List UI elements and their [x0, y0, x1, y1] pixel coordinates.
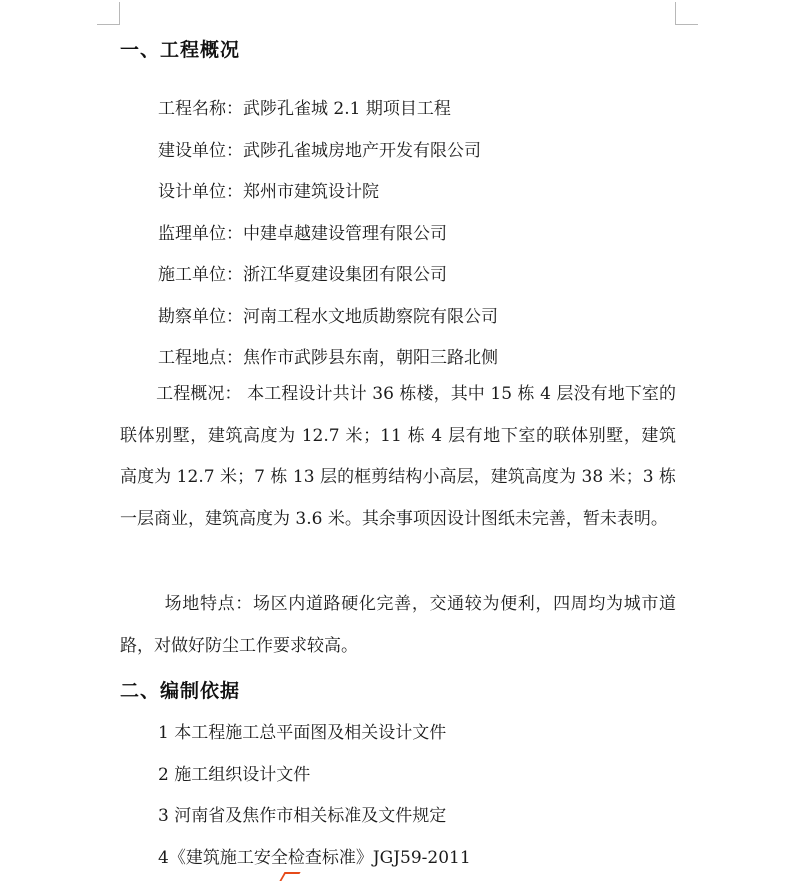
field-construction-unit: [158, 136, 481, 161]
overview-text: 本工程设计共计 36 栋楼，其中 15 栋 4 层没有地下室的联体别墅，建筑高度为 12.7 米；11 栋 4 层有地下室的联体别墅，建筑高度为 12.7 米；7 栋 13 层的框剪结构小高层，建筑高度为 38 米；3 栋一层商业，建筑高度为 3.6 米。其余事项因设计图纸未完善，暂未表明。: [120, 384, 677, 529]
field-label: 工程名称：: [158, 99, 243, 119]
basis-item: 2 施工组织设计文件: [158, 765, 311, 785]
site-paragraph: [120, 584, 676, 667]
field-supervision-unit: [158, 219, 447, 244]
site-text: 场区内道路硬化完善，交通较为便利，四周均为城市道路，对做好防尘工作要求较高。: [120, 594, 677, 656]
field-value: 中建卓越建设管理有限公司: [243, 224, 447, 244]
field-value: 焦作市武陟县东南，朝阳三路北侧: [243, 348, 498, 368]
field-survey-unit: [158, 302, 498, 327]
field-project-name: [158, 94, 451, 119]
crop-mark-top-left: [97, 2, 120, 25]
cut-off-mark: [279, 872, 300, 881]
basis-item: 3 河南省及焦作市相关标准及文件规定: [158, 806, 447, 826]
overview-label: 工程概况：: [156, 384, 242, 404]
section-heading-basis: 二、编制依据: [120, 680, 241, 702]
basis-item: 4《建筑施工安全检查标准》JGJ59-2011: [158, 848, 471, 868]
site-label: 场地特点：: [164, 594, 253, 614]
field-design-unit: [158, 177, 379, 202]
field-value: 武陟孔雀城房地产开发有限公司: [243, 141, 481, 161]
field-label: 监理单位：: [158, 224, 243, 244]
field-label: 施工单位：: [158, 265, 243, 285]
field-value: 武陟孔雀城 2.1 期项目工程: [243, 99, 451, 119]
field-value: 浙江华夏建设集团有限公司: [243, 265, 447, 285]
basis-item: 1 本工程施工总平面图及相关设计文件: [158, 723, 447, 743]
field-label: 建设单位：: [158, 141, 243, 161]
overview-paragraph: [120, 374, 676, 540]
field-value: 郑州市建筑设计院: [243, 182, 379, 202]
field-label: 工程地点：: [158, 348, 243, 368]
field-label: 勘察单位：: [158, 307, 243, 327]
field-contractor-unit: [158, 260, 447, 285]
crop-mark-top-right: [675, 2, 698, 25]
field-project-location: [158, 343, 498, 368]
section-heading-overview: 一、工程概况: [120, 39, 241, 61]
field-value: 河南工程水文地质勘察院有限公司: [243, 307, 498, 327]
field-label: 设计单位：: [158, 182, 243, 202]
